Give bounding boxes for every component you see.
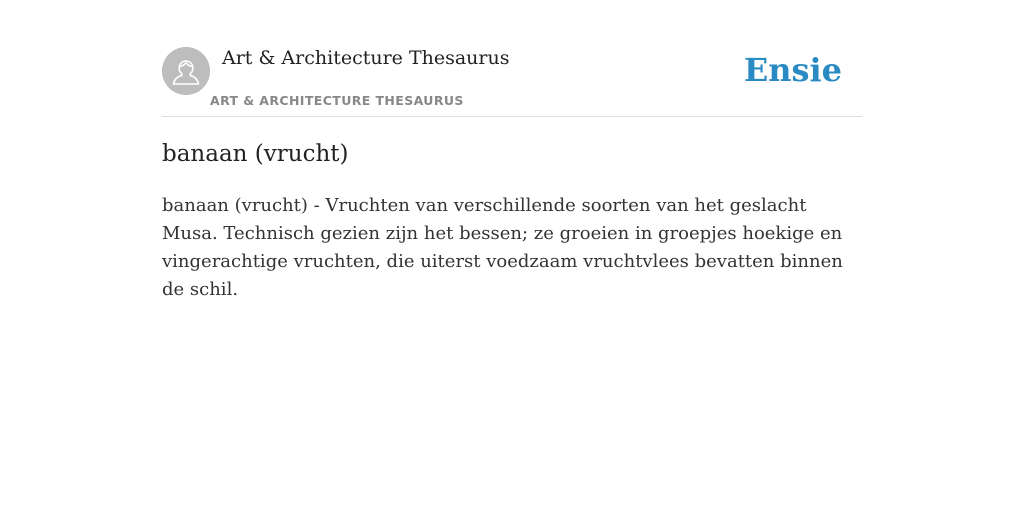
avatar[interactable] (162, 47, 210, 95)
brand-logo[interactable]: Ensie (743, 51, 842, 89)
entry-title: banaan (vrucht) (162, 141, 349, 167)
entry-card (162, 0, 862, 512)
entry-body: banaan (vrucht) - Vruchten van verschillende soorten van het geslacht Musa. Technisch gezien zijn het bessen; ze groeien in groepjes hoekige en vingerachtige vruchten, die uiterst voedzaam vruchtvlees bevatten binnen de schil. (162, 195, 843, 300)
source-label[interactable]: ART & ARCHITECTURE THESAURUS (210, 93, 464, 108)
user-avatar-icon (162, 47, 210, 95)
entry-header (162, 0, 862, 117)
author-name[interactable]: Art & Architecture Thesaurus (222, 47, 510, 69)
